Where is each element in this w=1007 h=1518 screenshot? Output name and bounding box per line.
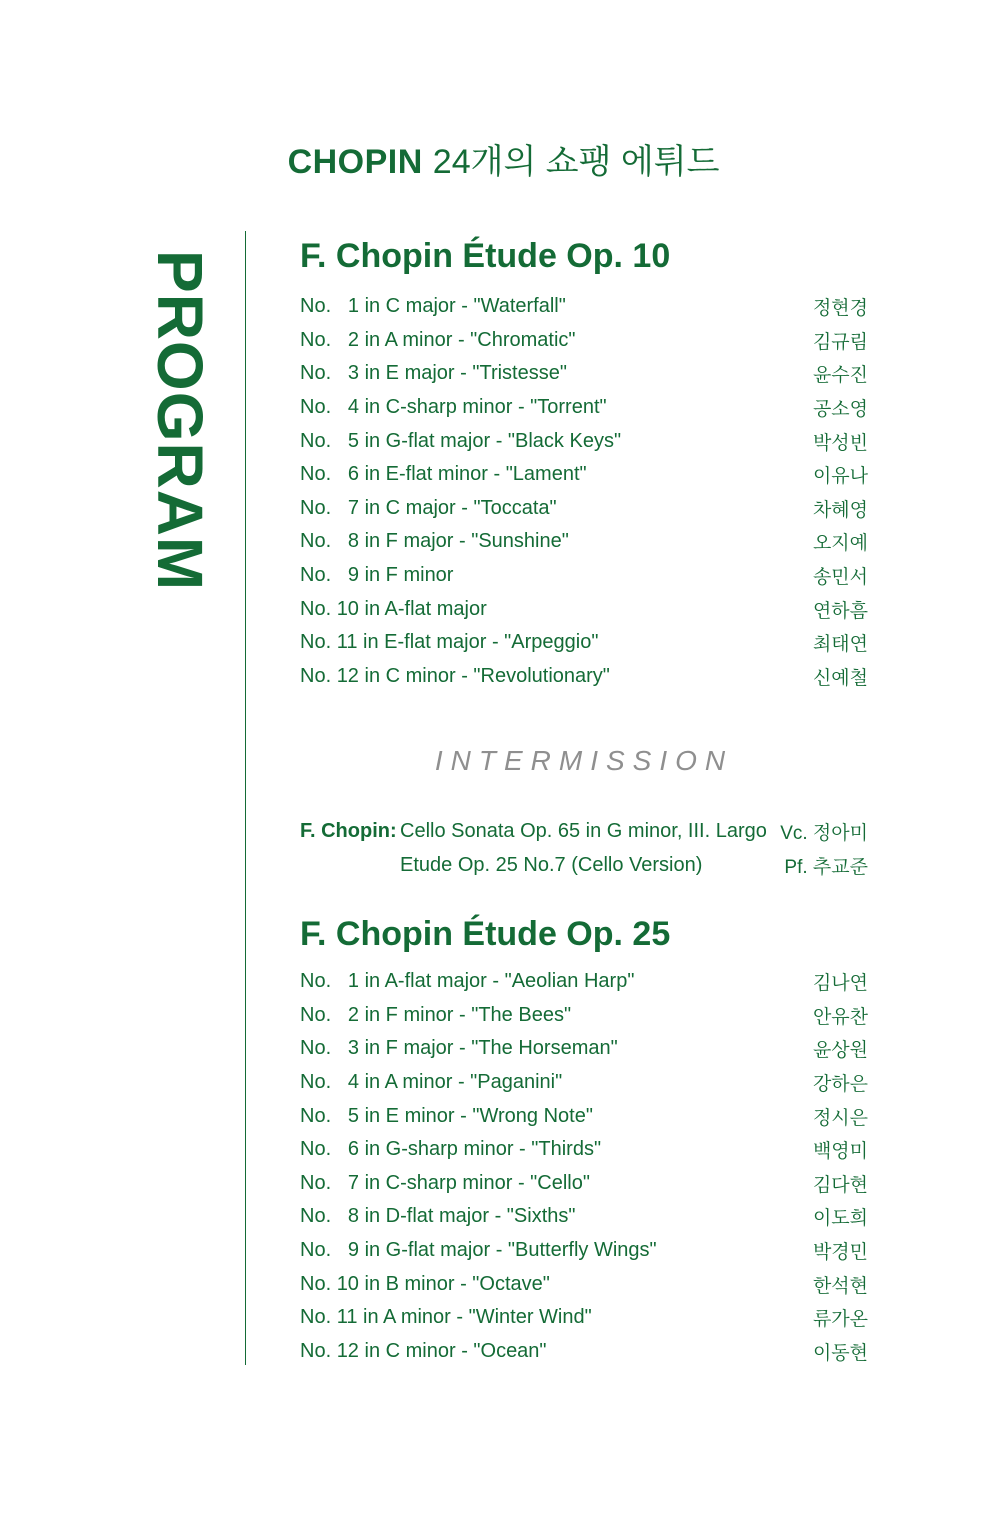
piece-number: 11	[336, 1306, 358, 1329]
performer-name: 연하흠	[812, 600, 868, 622]
list-item	[300, 1133, 868, 1167]
performer-name: 송민서	[812, 567, 868, 589]
piece-number: 4	[347, 396, 359, 419]
piece-title: in G-flat major - "Butterfly Wings"	[364, 1239, 657, 1262]
list-item	[300, 492, 868, 526]
piece-number: 10	[336, 1272, 359, 1295]
list-item	[300, 1301, 868, 1335]
piece-title: in F minor	[364, 564, 454, 587]
list-item	[300, 1099, 868, 1133]
list-item	[300, 391, 868, 425]
piece-title: in F major - "Sunshine"	[364, 530, 569, 553]
piece-prefix: No.	[300, 1037, 332, 1060]
piece-title: in C minor - "Revolutionary"	[364, 664, 610, 687]
piece-number: 9	[347, 564, 359, 587]
performer-name: 정현경	[812, 298, 868, 320]
piece-number: 8	[347, 530, 359, 553]
piece-prefix: No.	[300, 463, 332, 486]
performer-name: 안유찬	[812, 1006, 868, 1028]
header-brand: CHOPIN	[287, 143, 423, 181]
performer-name: 강하은	[812, 1074, 868, 1096]
piece-prefix: No.	[300, 328, 332, 351]
piece-title: in A-flat major	[364, 597, 487, 620]
piece-prefix: No.	[300, 1171, 332, 1194]
piece-number: 1	[347, 970, 359, 993]
piece-number: 3	[347, 362, 359, 385]
list-item	[300, 592, 868, 626]
piece-prefix: No.	[300, 1104, 332, 1127]
list-item	[300, 290, 868, 324]
piece-number: 3	[347, 1037, 359, 1060]
special-composer: F. Chopin:	[300, 819, 397, 842]
performer-name: 김나연	[812, 973, 868, 995]
list-item	[300, 424, 868, 458]
performer-name: 류가온	[812, 1309, 868, 1331]
piece-prefix: No.	[300, 295, 332, 318]
piece-number: 6	[347, 463, 359, 486]
list-item	[300, 1167, 868, 1201]
performer-name: 한석현	[812, 1275, 868, 1297]
piece-prefix: No.	[300, 1239, 332, 1262]
performer-name: 이동현	[812, 1342, 868, 1364]
page-title	[0, 140, 1007, 184]
piece-number: 7	[347, 1171, 359, 1194]
section-op10	[300, 236, 868, 693]
piece-prefix: No.	[300, 362, 332, 385]
performer-name: 공소영	[812, 399, 868, 421]
performer-name: 오지예	[812, 533, 868, 555]
header-subtitle: 24개의 쇼팽 에튀드	[432, 143, 720, 181]
piece-prefix: No.	[300, 597, 332, 620]
list-item	[300, 965, 868, 999]
list-item	[300, 1200, 868, 1234]
piece-prefix: No.	[300, 496, 332, 519]
piece-number: 1	[347, 295, 359, 318]
piece-number: 12	[336, 1339, 359, 1362]
performer-name: 김규림	[812, 331, 868, 353]
performer-name: 백영미	[812, 1141, 868, 1163]
list-item	[300, 357, 868, 391]
list-item	[300, 626, 868, 660]
piece-list-op25	[300, 965, 868, 1368]
performer-name: 윤수진	[812, 365, 868, 387]
special-performance	[300, 814, 868, 882]
section-title-op25: F. Chopin Étude Op. 25	[300, 915, 671, 953]
performer-name: 정시은	[812, 1107, 868, 1129]
piece-prefix: No.	[300, 1138, 332, 1161]
performer-name: 윤상원	[812, 1040, 868, 1062]
piece-prefix: No.	[300, 664, 332, 687]
performer-name: 박경민	[812, 1242, 868, 1264]
piece-title: in E-flat major - "Arpeggio"	[363, 631, 599, 654]
piece-title: in A-flat major - "Aeolian Harp"	[364, 970, 635, 993]
piece-title: in D-flat major - "Sixths"	[364, 1205, 576, 1228]
piece-title: in E-flat minor - "Lament"	[364, 463, 587, 486]
piece-title: in F major - "The Horseman"	[364, 1037, 618, 1060]
piece-prefix: No.	[300, 429, 332, 452]
section-op25	[300, 914, 868, 1368]
list-item	[300, 324, 868, 358]
list-item	[300, 559, 868, 593]
piece-number: 4	[347, 1071, 359, 1094]
intermission-label: INTERMISSION	[434, 745, 734, 776]
piece-prefix: No.	[300, 1003, 332, 1026]
performer-name: 이도희	[812, 1208, 868, 1230]
piece-prefix: No.	[300, 396, 332, 419]
piece-prefix: No.	[300, 631, 332, 654]
special-performer: Vc. 정아미	[780, 822, 868, 844]
piece-prefix: No.	[300, 1071, 332, 1094]
piece-prefix: No.	[300, 564, 332, 587]
piece-title: in G-flat major - "Black Keys"	[364, 429, 622, 452]
special-work: Cello Sonata Op. 65 in G minor, III. Largo	[400, 819, 767, 842]
special-row	[300, 814, 868, 848]
piece-list-op10	[300, 290, 868, 693]
piece-number: 8	[347, 1205, 359, 1228]
list-item	[300, 1032, 868, 1066]
performer-name: 최태연	[812, 634, 868, 656]
performer-name: 김다현	[812, 1174, 868, 1196]
piece-number: 11	[336, 631, 358, 654]
piece-number: 2	[347, 1003, 359, 1026]
piece-number: 9	[347, 1239, 359, 1262]
piece-title: in C major - "Toccata"	[364, 496, 557, 519]
piece-prefix: No.	[300, 970, 332, 993]
piece-number: 5	[347, 1104, 359, 1127]
list-item	[300, 1234, 868, 1268]
section-title-op10: F. Chopin Étude Op. 10	[300, 237, 671, 275]
piece-title: in B minor - "Octave"	[364, 1272, 550, 1295]
list-item	[300, 1066, 868, 1100]
piece-title: in A minor - "Winter Wind"	[363, 1306, 592, 1329]
piece-number: 12	[336, 664, 359, 687]
list-item	[300, 1267, 868, 1301]
piece-prefix: No.	[300, 1306, 332, 1329]
list-item	[300, 525, 868, 559]
performer-name: 이유나	[812, 466, 868, 488]
piece-title: in E major - "Tristesse"	[364, 362, 567, 385]
piece-title: in G-sharp minor - "Thirds"	[364, 1138, 602, 1161]
piece-title: in F minor - "The Bees"	[364, 1003, 572, 1026]
performer-name: 신예철	[812, 667, 868, 689]
performer-name: 박성빈	[812, 432, 868, 454]
piece-title: in C major - "Waterfall"	[364, 295, 566, 318]
piece-prefix: No.	[300, 1339, 332, 1362]
piece-title: in A minor - "Paganini"	[364, 1071, 563, 1094]
piece-prefix: No.	[300, 530, 332, 553]
vertical-divider	[245, 231, 246, 1365]
piece-title: in C minor - "Ocean"	[364, 1339, 547, 1362]
piece-number: 2	[347, 328, 359, 351]
piece-title: in E minor - "Wrong Note"	[364, 1104, 593, 1127]
piece-number: 10	[336, 597, 359, 620]
piece-title: in A minor - "Chromatic"	[364, 328, 576, 351]
special-row	[300, 848, 868, 882]
list-item	[300, 1335, 868, 1369]
piece-number: 5	[347, 429, 359, 452]
piece-title: in C-sharp minor - "Torrent"	[364, 396, 607, 419]
piece-prefix: No.	[300, 1272, 332, 1295]
piece-title: in C-sharp minor - "Cello"	[364, 1171, 590, 1194]
list-item	[300, 999, 868, 1033]
performer-name: 차혜영	[812, 499, 868, 521]
special-work: Etude Op. 25 No.7 (Cello Version)	[400, 853, 703, 876]
list-item	[300, 660, 868, 694]
list-item	[300, 458, 868, 492]
program-side-label: PROGRAM	[144, 250, 216, 592]
special-performer: Pf. 추교준	[784, 856, 868, 878]
piece-number: 7	[347, 496, 359, 519]
piece-number: 6	[347, 1138, 359, 1161]
piece-prefix: No.	[300, 1205, 332, 1228]
